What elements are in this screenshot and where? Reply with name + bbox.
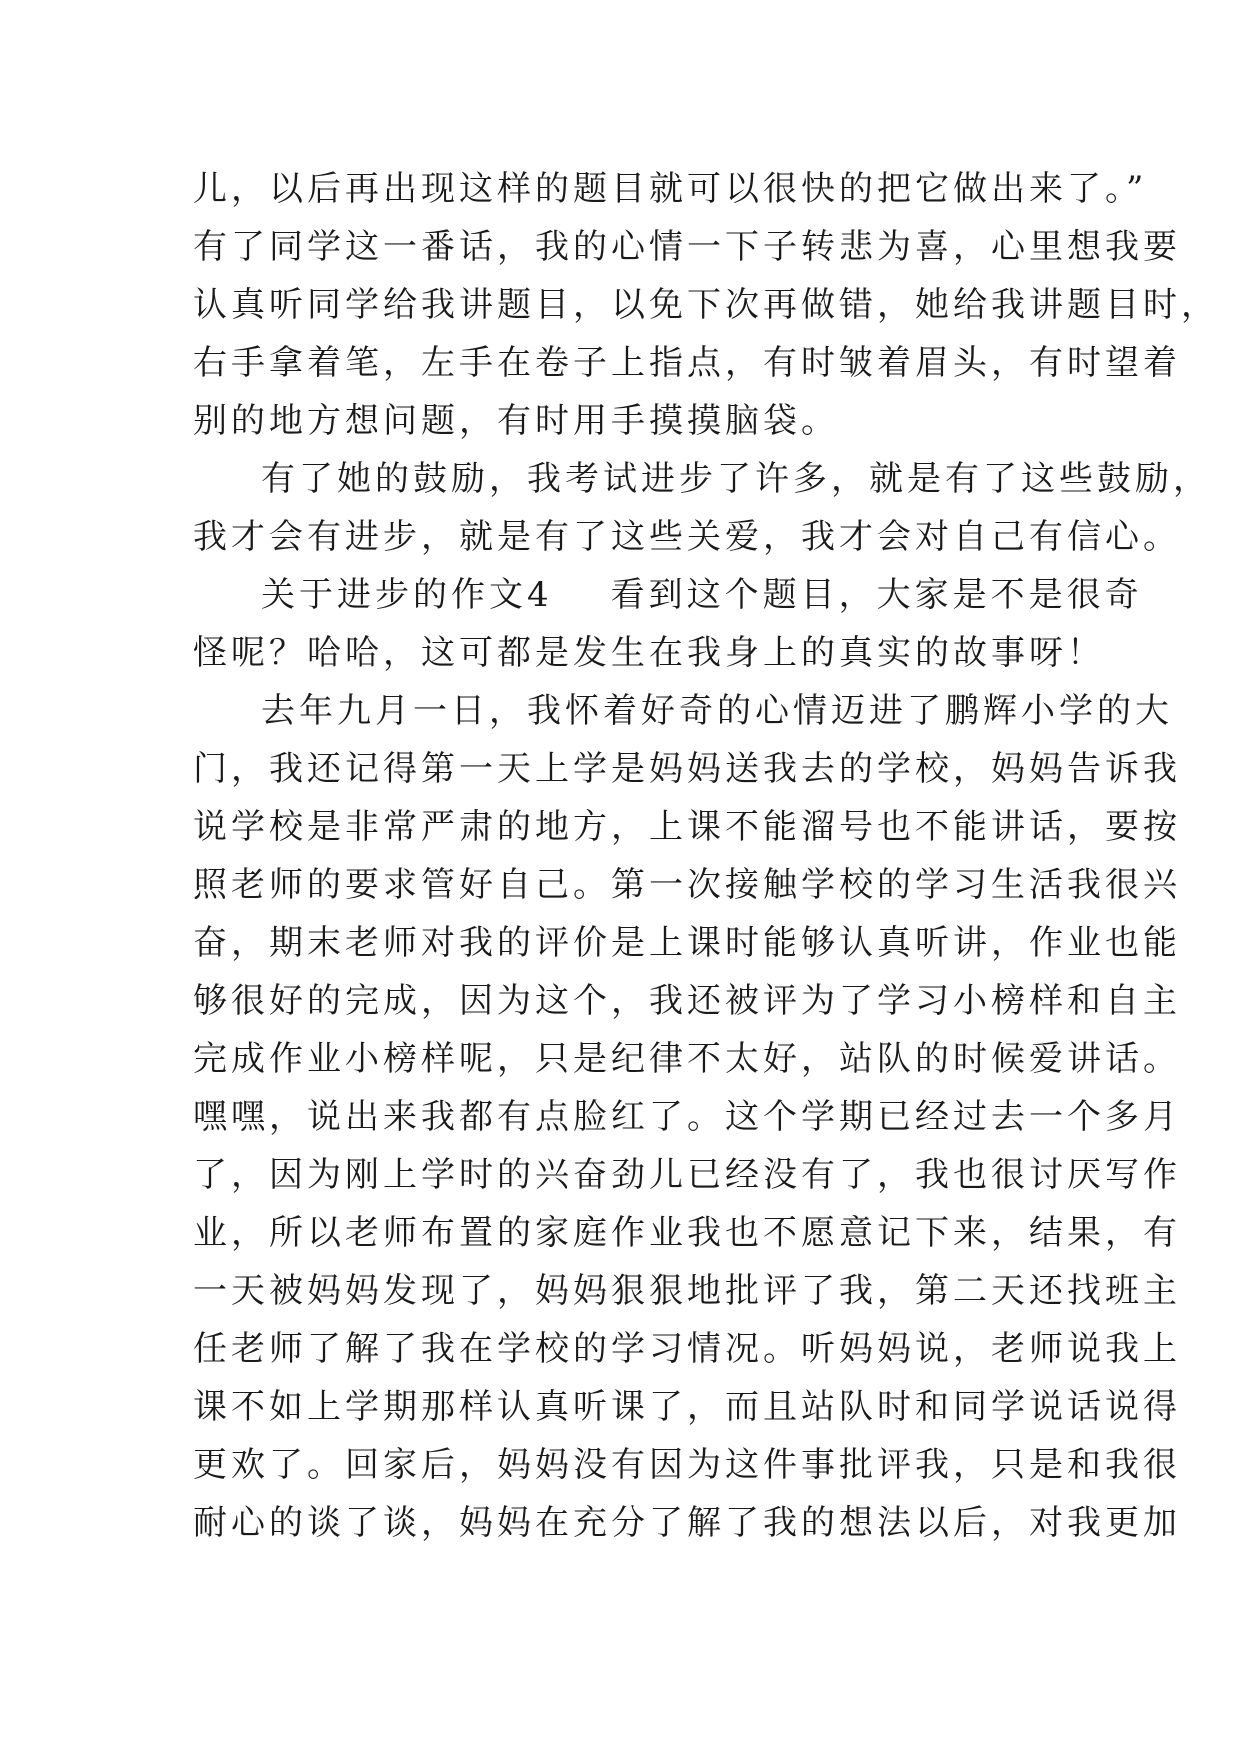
text-line: 完成作业小榜样呢，只是纪律不太好，站队的时候爱讲话。 bbox=[193, 1039, 1181, 1079]
text-line: 说学校是非常严肃的地方，上课不能溜号也不能讲话，要按 bbox=[193, 807, 1181, 847]
text-line: 够很好的完成，因为这个，我还被评为了学习小榜样和自主 bbox=[193, 981, 1181, 1021]
text-line: 一天被妈妈发现了，妈妈狠狠地批评了我，第二天还找班主 bbox=[193, 1271, 1181, 1311]
essay-body bbox=[193, 160, 1219, 1552]
text-line: 儿，以后再出现这样的题目就可以很快的把它做出来了。” bbox=[193, 169, 1148, 209]
text-line: 右手拿着笔，左手在卷子上指点，有时皱着眉头，有时望着 bbox=[193, 343, 1181, 383]
essay-heading-line bbox=[193, 566, 1143, 624]
text-line: 奋，期末老师对我的评价是上课时能够认真听讲，作业也能 bbox=[193, 923, 1181, 963]
text-line: 有了同学这一番话，我的心情一下子转悲为喜，心里想我要 bbox=[193, 227, 1181, 267]
text-line: 任老师了解了我在学校的学习情况。听妈妈说，老师说我上 bbox=[193, 1329, 1181, 1369]
text-line: 别的地方想问题，有时用手摸摸脑袋。 bbox=[193, 401, 839, 441]
text-line: 了，因为刚上学时的兴奋劲儿已经没有了，我也很讨厌写作 bbox=[193, 1155, 1181, 1195]
paragraph-first-line: 有了她的鼓励，我考试进步了许多，就是有了这些鼓励， bbox=[261, 459, 1211, 499]
text-line: 耐心的谈了谈，妈妈在充分了解了我的想法以后，对我更加 bbox=[193, 1503, 1181, 1543]
text-line: 更欢了。回家后，妈妈没有因为这件事批评我，只是和我很 bbox=[193, 1445, 1181, 1485]
text-line: 怪呢？哈哈，这可都是发生在我身上的真实的故事呀！ bbox=[193, 633, 1105, 673]
text-line: 认真听同学给我讲题目，以免下次再做错，她给我讲题目时， bbox=[193, 285, 1219, 325]
text-line: 看到这个题目，大家是不是很奇 bbox=[610, 575, 1143, 615]
text-line: 业，所以老师布置的家庭作业我也不愿意记下来，结果，有 bbox=[193, 1213, 1181, 1253]
essay-heading: 关于进步的作文4 bbox=[261, 575, 553, 615]
text-line: 我才会有进步，就是有了这些关爱，我才会对自己有信心。 bbox=[193, 517, 1181, 557]
text-line: 照老师的要求管好自己。第一次接触学校的学习生活我很兴 bbox=[193, 865, 1181, 905]
paragraph-first-line: 去年九月一日，我怀着好奇的心情迈进了鹏辉小学的大 bbox=[261, 691, 1173, 731]
text-line: 门，我还记得第一天上学是妈妈送我去的学校，妈妈告诉我 bbox=[193, 749, 1181, 789]
text-line: 嘿嘿，说出来我都有点脸红了。这个学期已经过去一个多月 bbox=[193, 1097, 1181, 1137]
text-line: 课不如上学期那样认真听课了，而且站队时和同学说话说得 bbox=[193, 1387, 1181, 1427]
